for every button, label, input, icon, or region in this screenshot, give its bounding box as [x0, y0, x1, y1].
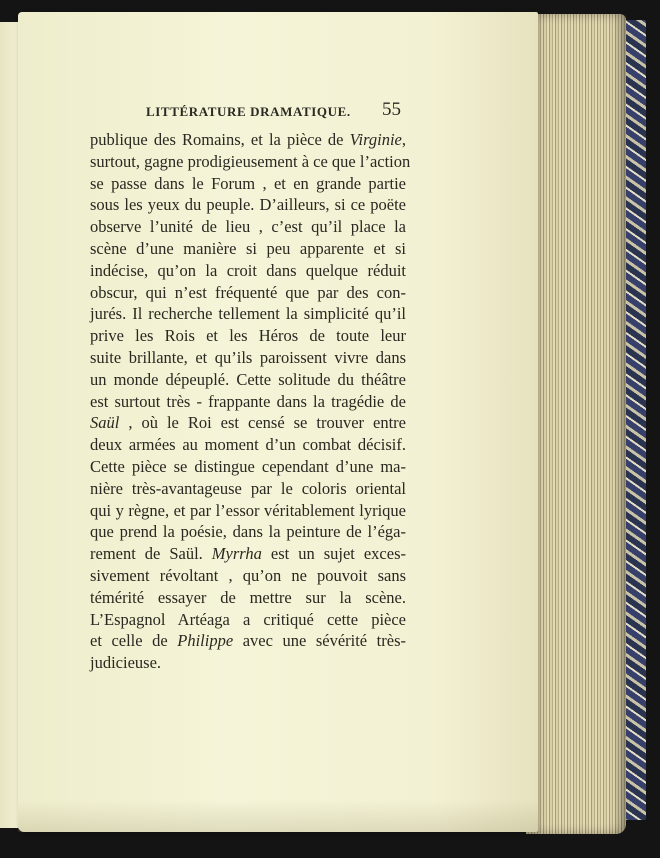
text-line: [90, 151, 411, 173]
text-segment: jurés. Il recherche tellement la simplicité qu’il: [90, 304, 406, 324]
text-segment: prive les Rois et les Héros de toute leur: [90, 326, 406, 346]
text-line: [90, 456, 406, 478]
text-segment: est un sujet exces-: [261, 544, 406, 564]
page-edges: [526, 14, 626, 834]
text-line: [90, 565, 406, 587]
text-segment: obscur, qui n’est fréquenté que par des con-: [90, 282, 406, 302]
text-line: [90, 216, 406, 238]
text-line: [90, 238, 406, 260]
running-head: LITTÉRATURE DRAMATIQUE.: [146, 104, 351, 119]
text-segment: suite brillante, et qu’ils paroissent vivre dans: [90, 347, 406, 367]
text-line: [90, 173, 406, 195]
text-line: [90, 434, 406, 456]
page-shadow: [18, 800, 538, 832]
text-segment: rement de Saül.: [90, 544, 212, 564]
text-segment: sous les yeux du peuple. D’ailleurs, si ce poëte: [90, 195, 406, 215]
text-segment: deux armées au moment d’un combat décisif.: [90, 435, 406, 455]
text-line: [90, 652, 406, 674]
text-line: [90, 369, 406, 391]
text-segment: scène d’une manière si peu apparente et si: [90, 238, 406, 258]
text-segment: sivement révoltant , qu’on ne pouvoit sans: [90, 565, 406, 585]
text-line: [90, 325, 406, 347]
text-segment: et celle de: [90, 631, 178, 651]
italic-title: Saül: [90, 413, 120, 433]
italic-title: Myrrha: [211, 544, 262, 564]
text-line: [90, 260, 406, 282]
text-line: [90, 630, 406, 652]
text-segment: nière très-avantageuse par le coloris oriental: [90, 478, 406, 498]
text-line: [90, 609, 406, 631]
text-line: [90, 543, 406, 565]
text-line: [90, 194, 406, 216]
text-segment: , où le Roi est censé se trouver entre: [119, 413, 406, 433]
page-number: 55: [382, 99, 401, 120]
text-line: [90, 412, 406, 434]
text-segment: surtout, gagne prodigieusement à ce que l’action: [90, 151, 411, 171]
text-line: [90, 303, 406, 325]
text-segment: judicieuse.: [90, 653, 162, 673]
text-line: [90, 521, 406, 543]
text-line: [90, 500, 406, 522]
text-line: [90, 391, 406, 413]
text-segment: indécise, qu’on la croit dans quelque réduit: [90, 260, 406, 280]
text-segment: qui y règne, et par l’essor véritablement lyrique: [90, 500, 406, 520]
italic-title: Virginie: [349, 130, 402, 149]
text-segment: se passe dans le Forum , et en grande partie: [90, 173, 406, 193]
text-segment: témérité essayer de mettre sur la scène.: [90, 587, 406, 607]
text-segment: L’Espagnol Artéaga a critiqué cette pièce: [90, 609, 406, 629]
text-segment: un monde dépeuplé. Cette solitude du théâtre: [90, 369, 406, 389]
text-segment: ,: [401, 130, 406, 149]
text-line: [90, 587, 406, 609]
text-line: [90, 129, 406, 151]
body-text: [90, 129, 411, 674]
text-segment: avec une sévérité très-: [233, 631, 406, 651]
text-segment: est surtout très - frappante dans la tragédie de: [90, 391, 406, 411]
text-segment: publique des Romains, et la pièce de: [90, 130, 350, 149]
text-line: [90, 478, 406, 500]
text-segment: que prend la poésie, dans la peinture de l’éga-: [90, 522, 406, 542]
text-line: [90, 347, 406, 369]
italic-title: Philippe: [177, 631, 234, 651]
text-line: [90, 282, 406, 304]
text-segment: Cette pièce se distingue cependant d’une ma-: [90, 456, 406, 476]
text-segment: observe l’unité de lieu , c’est qu’il place la: [90, 217, 406, 237]
